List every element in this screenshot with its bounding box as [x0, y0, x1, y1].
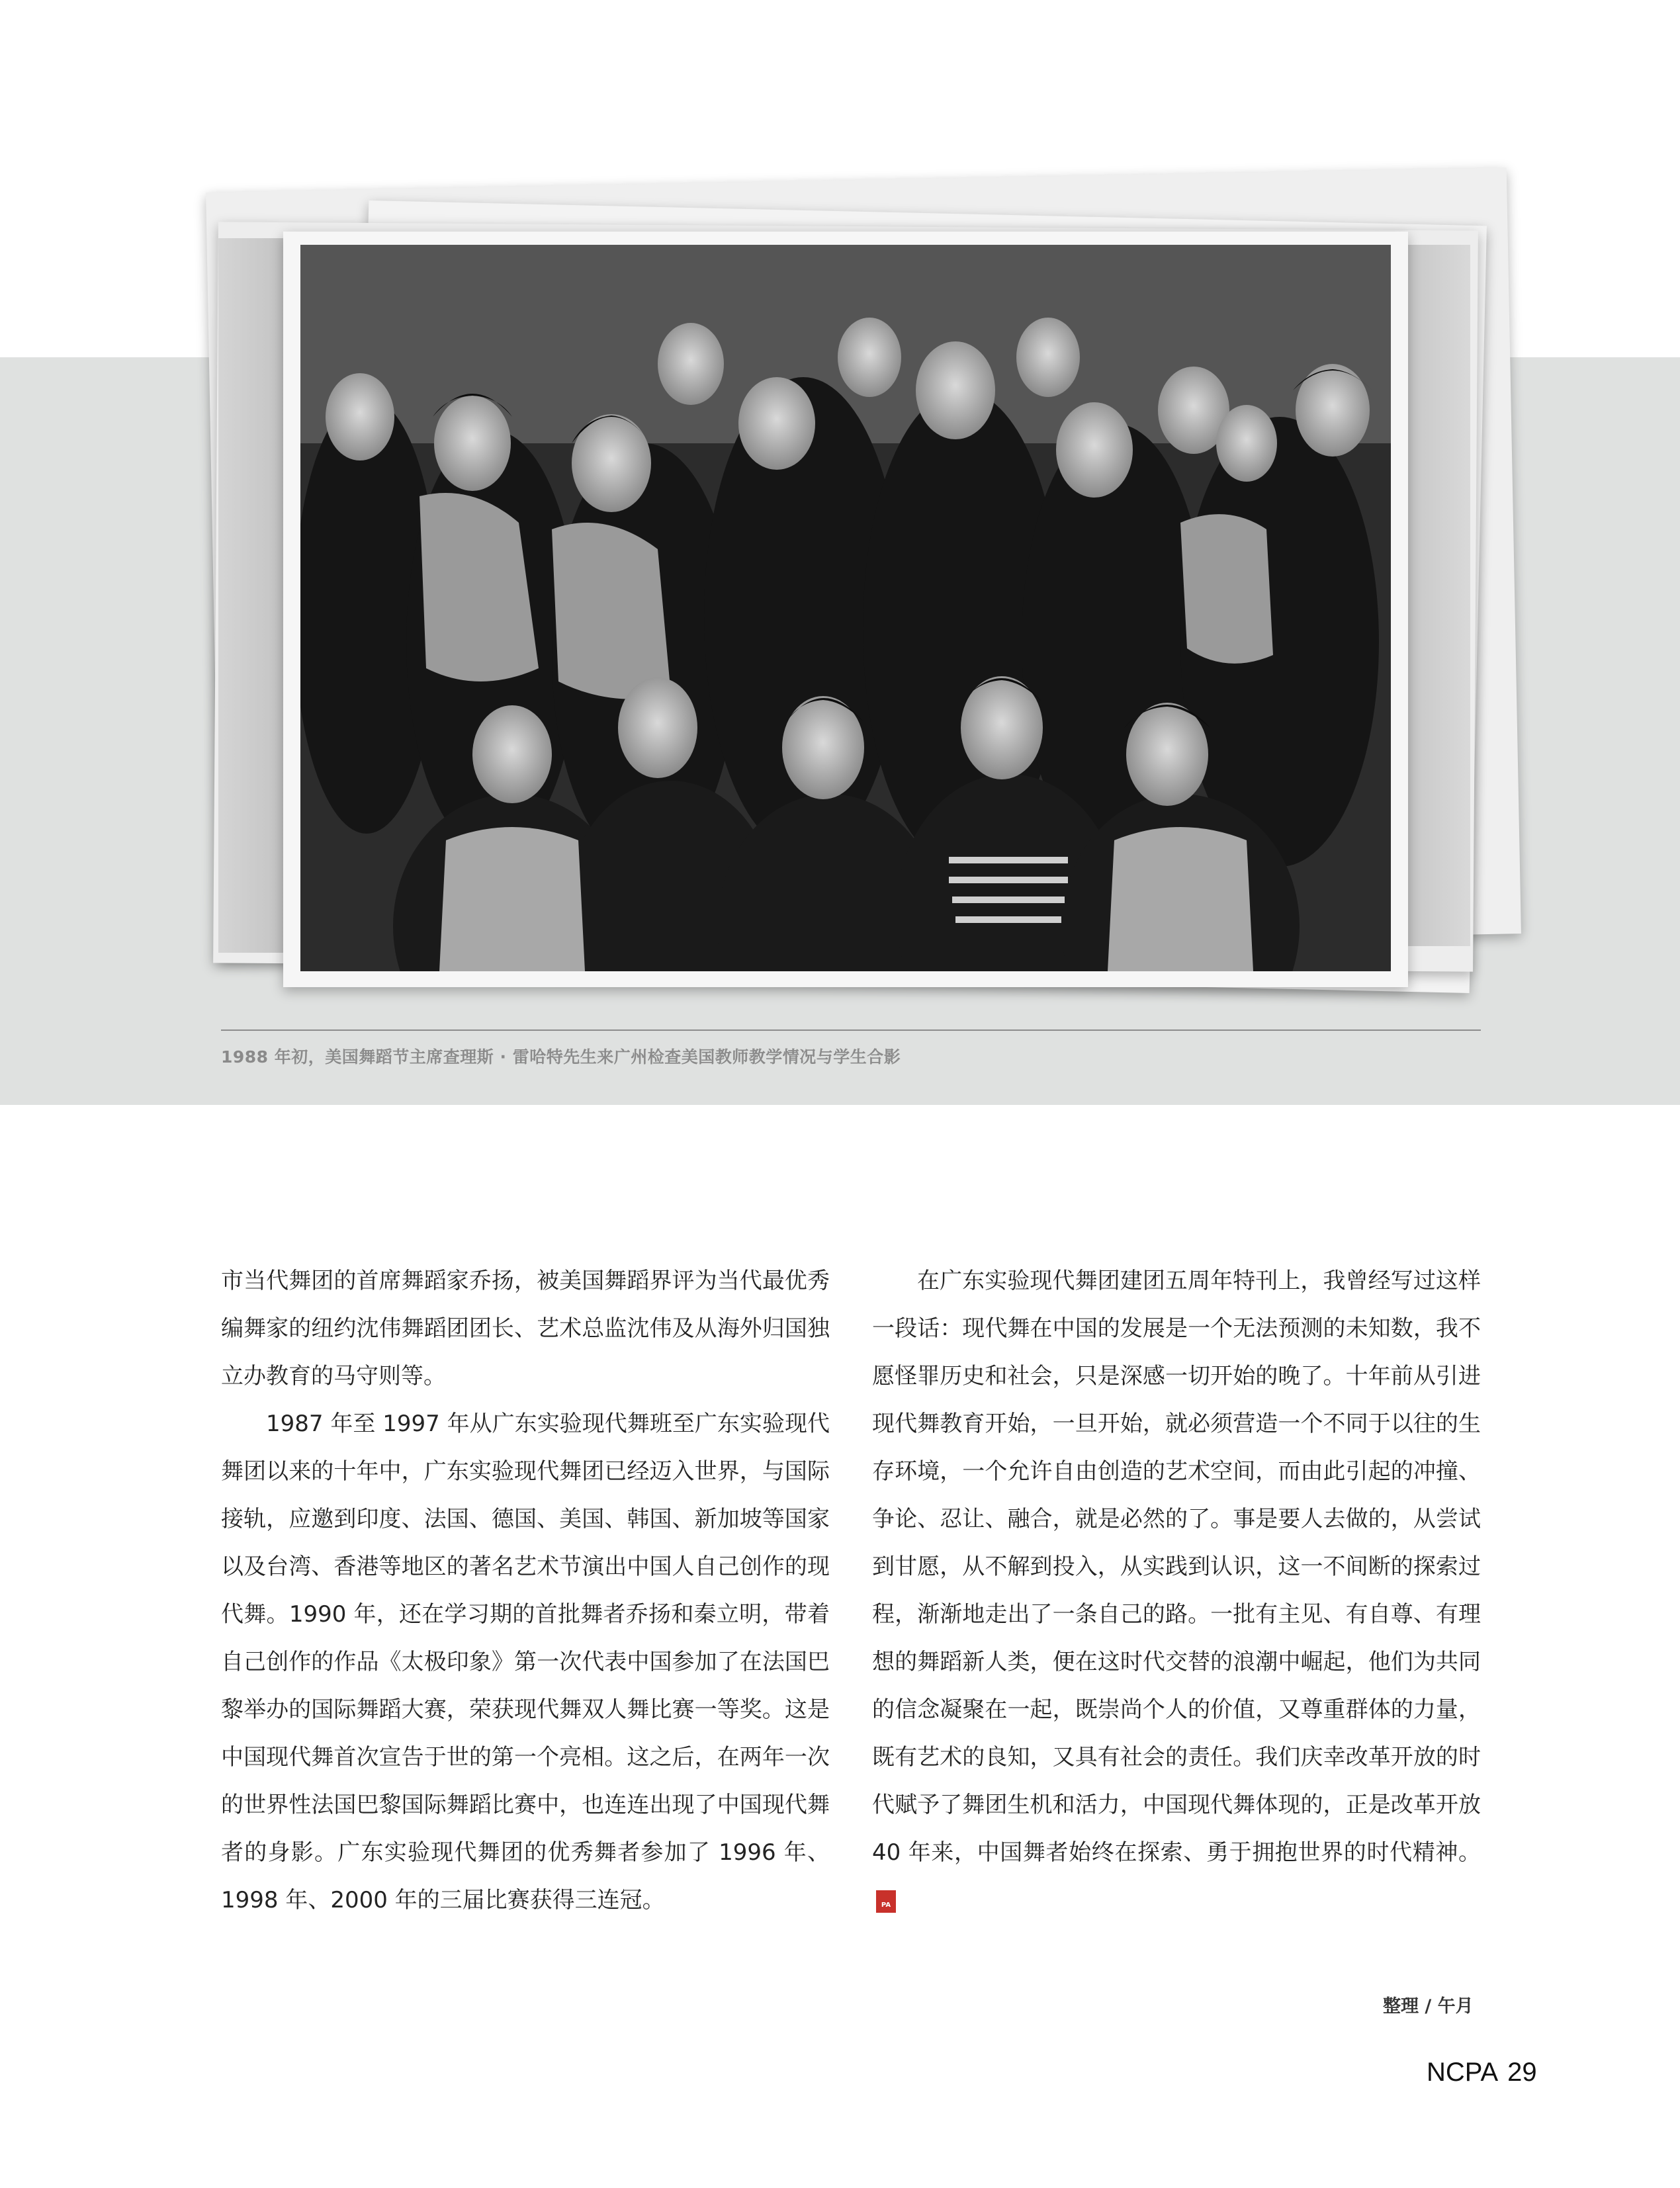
paragraph-wrap: [872, 1257, 1481, 1924]
group-photo-image: [300, 245, 1391, 971]
article-column-right: [872, 1257, 1481, 1924]
caption-rule: [221, 1029, 1481, 1031]
paragraph: 在广东实验现代舞团建团五周年特刊上，我曾经写过这样一段话：现代舞在中国的发展是一个无法预测的未知数，我不愿怪罪历史和社会，只是深感一切开始的晚了。十年前从引进现代舞教育开始，一旦开始，就必须营造一个不同于以往的生存环境，一个允许自由创造的艺术空间，而由此引起的冲撞、争论、忍让、融合，就是必然的了。事是要人去做的，从尝试到甘愿，从不解到投入，从实践到认识，这一不间断的探索过程，渐渐地走出了一条自己的路。一批有主见、有自尊、有理想的舞蹈新人类，便在这时代交替的浪潮中崛起，他们为共同的信念凝聚在一起，既崇尚个人的价值，又尊重群体的力量，既有艺术的良知，又具有社会的责任。我们庆幸改革开放的时代赋予了舞团生机和活力，中国现代舞体现的，正是改革开放 40 年来，中国舞者始终在探索、勇于拥抱世界的时代精神。: [872, 1268, 1481, 1866]
page-folio: [1427, 2058, 1537, 2087]
article-column-left: [221, 1257, 830, 1924]
page-number: 29: [1507, 2058, 1537, 2087]
magazine-name: NCPA: [1427, 2058, 1499, 2087]
group-photo: [300, 245, 1391, 971]
article-credit: 整理 / 午月: [1383, 1996, 1474, 2017]
photo-caption: 1988 年初，美国舞蹈节主席查理斯 · 雷哈特先生来广州检查美国教师教学情况与学生合影: [221, 1047, 901, 1067]
photo-edge-right: [1404, 245, 1470, 946]
paragraph: 市当代舞团的首席舞蹈家乔扬，被美国舞蹈界评为当代最优秀编舞家的纽约沈伟舞蹈团团长、艺术总监沈伟及从海外归国独立办教育的马守则等。: [221, 1268, 830, 1389]
end-mark-seal: NC PA: [876, 1890, 896, 1913]
paragraph: 1987 年至 1997 年从广东实验现代舞班至广东实验现代舞团以来的十年中，广东实验现代舞团已经迈入世界，与国际接轨，应邀到印度、法国、德国、美国、韩国、新加坡等国家以及台湾、香港等地区的著名艺术节演出中国人自己创作的现代舞。1990 年，还在学习期的首批舞者乔扬和秦立明，带着自己创作的作品《太极印象》第一次代表中国参加了在法国巴黎举办的国际舞蹈大赛，荣获现代舞双人舞比赛一等奖。这是中国现代舞首次宣告于世的第一个亮相。这之后，在两年一次的世界性法国巴黎国际舞蹈比赛中，也连连出现了中国现代舞者的身影。广东实验现代舞团的优秀舞者参加了 1996 年、1998 年、2000 年的三届比赛获得三连冠。: [221, 1411, 830, 1913]
